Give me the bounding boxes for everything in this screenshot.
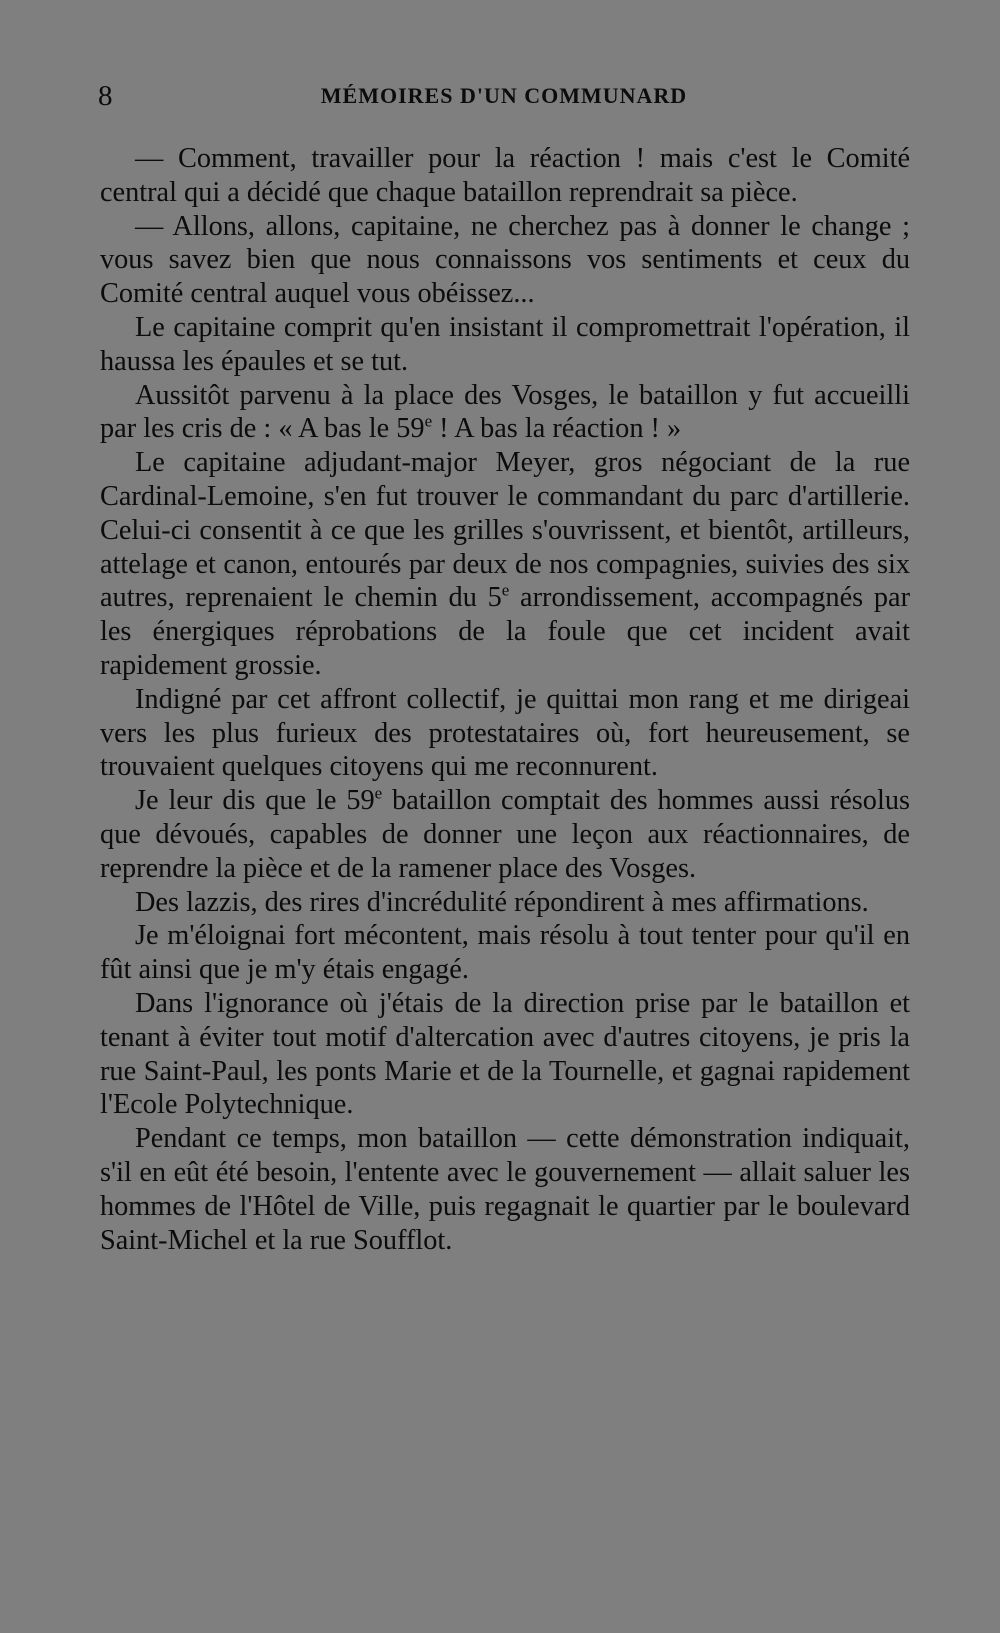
- body-text: [100, 142, 910, 1257]
- page-header: [98, 76, 910, 116]
- paragraph: Des lazzis, des rires d'incrédulité répondirent à mes affirmations.: [135, 886, 869, 918]
- paragraph: — Allons, allons, capitaine, ne cherchez pas à donner le change ; vous savez bien que nous connaissons vos sentiments et ceux du Comité central auquel vous obéissez...: [100, 210, 910, 310]
- running-title: MÉMOIRES D'UN COMMUNARD: [320, 83, 688, 108]
- paragraph: Aussitôt parvenu à la place des Vosges, le bataillon y fut accueilli par les cris de : « A bas le 59e ! A bas la réaction ! »: [100, 379, 910, 445]
- paragraph: Le capitaine adjudant-major Meyer, gros négociant de la rue Cardinal-Lemoine, s'en fut trouver le commandant du parc d'artillerie. Celui-ci consentit à ce que les grilles s'ouvrissent, et bientôt, artilleurs, attelage et canon, entourés par deux de nos compagnies, suivies des six autres, reprenaient le chemin du 5e arrondissement, accompagnés par les énergiques réprobations de la foule que cet incident avait rapidement grossie.: [100, 447, 911, 681]
- paragraph: Le capitaine comprit qu'en insistant il compromettrait l'opération, il haussa les épaules et se tut.: [100, 311, 910, 377]
- paragraph: — Comment, travailler pour la réaction ! mais c'est le Comité central qui a décidé que chaque bataillon reprendrait sa pièce.: [100, 143, 910, 208]
- paragraph: Pendant ce temps, mon bataillon — cette démonstration indiquait, s'il en eût été besoin, l'entente avec le gouvernement — allait saluer les hommes de l'Hôtel de Ville, puis regagnait le quartier par le boulevard Saint-Michel et la rue Soufflot.: [100, 1123, 910, 1256]
- paragraph: Je m'éloignai fort mécontent, mais résolu à tout tenter pour qu'il en fût ainsi que je m'y étais engagé.: [100, 920, 910, 986]
- paragraph: Je leur dis que le 59e bataillon comptait des hommes aussi résolus que dévoués, capables de donner une leçon aux réactionnaires, de reprendre la pièce et de la ramener place des Vosges.: [100, 783, 910, 884]
- page-number: 8: [98, 80, 113, 112]
- paragraph: Indigné par cet affront collectif, je quittai mon rang et me dirigeai vers les plus furieux des protestataires où, fort heureusement, se trouvaient quelques citoyens qui me reconnurent.: [100, 683, 910, 783]
- paragraph: Dans l'ignorance où j'étais de la direction prise par le bataillon et tenant à éviter tout motif d'altercation avec d'autres citoyens, je pris la rue Saint-Paul, les ponts Marie et de la Tournelle, et gagnai rapidement l'Ecole Polytechnique.: [100, 987, 910, 1121]
